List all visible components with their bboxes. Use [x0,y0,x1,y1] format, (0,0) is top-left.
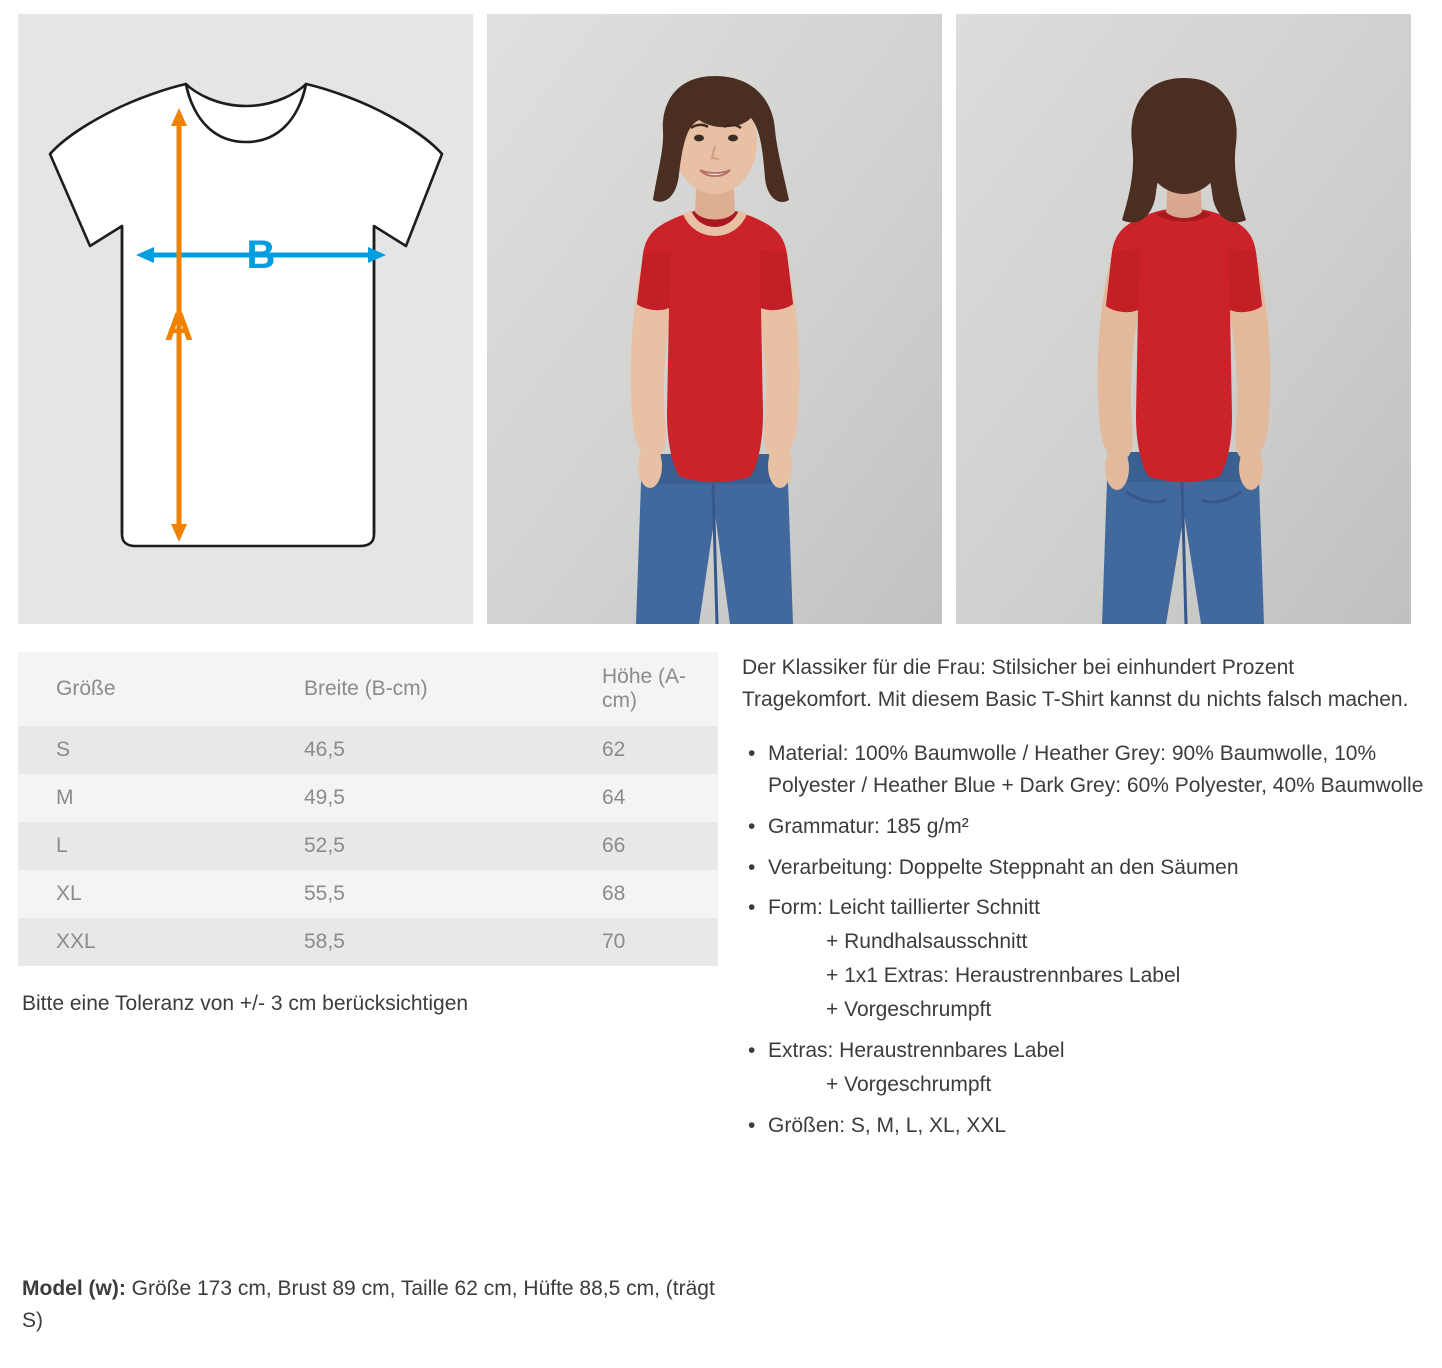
cell-height: 68 [602,882,626,905]
details-section [0,624,1442,1151]
cell-height: 64 [602,786,626,809]
cell-height: 66 [602,834,626,857]
model-front-photo [487,14,942,624]
cell-size: S [56,738,71,761]
feature-item-extras [742,1035,1424,1101]
table-row [18,822,718,870]
table-header-row [18,652,718,726]
model-note-text: Größe 173 cm, Brust 89 cm, Taille 62 cm, Hüfte 88,5 cm, (trägt S) [22,1276,715,1333]
table-row [18,870,718,918]
model-note-label: Model (w): [22,1276,126,1300]
feature-text: Verarbeitung: Doppelte Steppnaht an den Säumen [768,855,1239,879]
cell-size: M [56,786,74,809]
feature-item-groessen [742,1110,1424,1142]
header-size: Größe [18,652,266,726]
feature-text: Form: Leicht taillierter Schnitt [768,896,1040,920]
feature-text: Extras: Heraustrennbares Label [768,1039,1065,1063]
feature-subline: + Vorgeschrumpft [826,998,992,1022]
feature-item-verarbeitung [742,852,1424,884]
feature-sublines [768,1069,1424,1101]
model-front-illustration [487,14,942,624]
header-height: Höhe (A-cm) [564,652,718,726]
svg-text:B: B [246,233,276,277]
feature-subline: + Vorgeschrumpft [826,1072,992,1096]
table-row [18,918,718,966]
feature-subline: + 1x1 Extras: Heraustrennbares Label [826,964,1181,988]
model-back-illustration [956,14,1411,624]
cell-width: 52,5 [304,834,345,857]
cell-width: 49,5 [304,786,345,809]
feature-item-form [742,892,1424,1026]
feature-list [742,738,1424,1142]
cell-height: 62 [602,738,626,761]
cell-width: 46,5 [304,738,345,761]
measurement-diagram-card [18,14,473,624]
size-table-body [18,726,718,966]
cell-size: L [56,834,68,857]
description-column [734,652,1424,1151]
description-intro: Der Klassiker für die Frau: Stilsicher bei einhundert Prozent Tragekomfort. Mit diesem Basic T-Shirt kannst du nichts falsch machen. [742,656,1409,711]
feature-text: Größen: S, M, L, XL, XXL [768,1113,1007,1137]
cell-height: 70 [602,930,626,953]
product-image-row [0,0,1442,624]
table-row [18,774,718,822]
svg-text:A: A [164,305,194,349]
feature-item-material [742,738,1424,802]
size-table-column [18,652,734,1151]
cell-size: XL [56,882,82,905]
size-table [18,652,718,966]
tolerance-note: Bitte eine Toleranz von +/- 3 cm berücksichtigen [22,992,469,1015]
feature-text: Grammatur: 185 g/m² [768,814,969,838]
table-row [18,726,718,774]
feature-text: Material: 100% Baumwolle / Heather Grey: 90% Baumwolle, 10% Polyester / Heather Blue + Dark Grey: 60% Polyester, 40% Baumwolle [768,741,1424,797]
tshirt-measurement-diagram [18,14,473,624]
feature-item-grammatur [742,811,1424,843]
cell-width: 58,5 [304,930,345,953]
model-back-photo [956,14,1411,624]
feature-subline: + Rundhalsausschnitt [826,930,1028,954]
cell-size: XXL [56,930,96,953]
header-width: Breite (B-cm) [266,652,564,726]
cell-width: 55,5 [304,882,345,905]
model-note [22,1273,722,1338]
size-table-head [18,652,718,726]
feature-sublines [768,926,1424,1026]
